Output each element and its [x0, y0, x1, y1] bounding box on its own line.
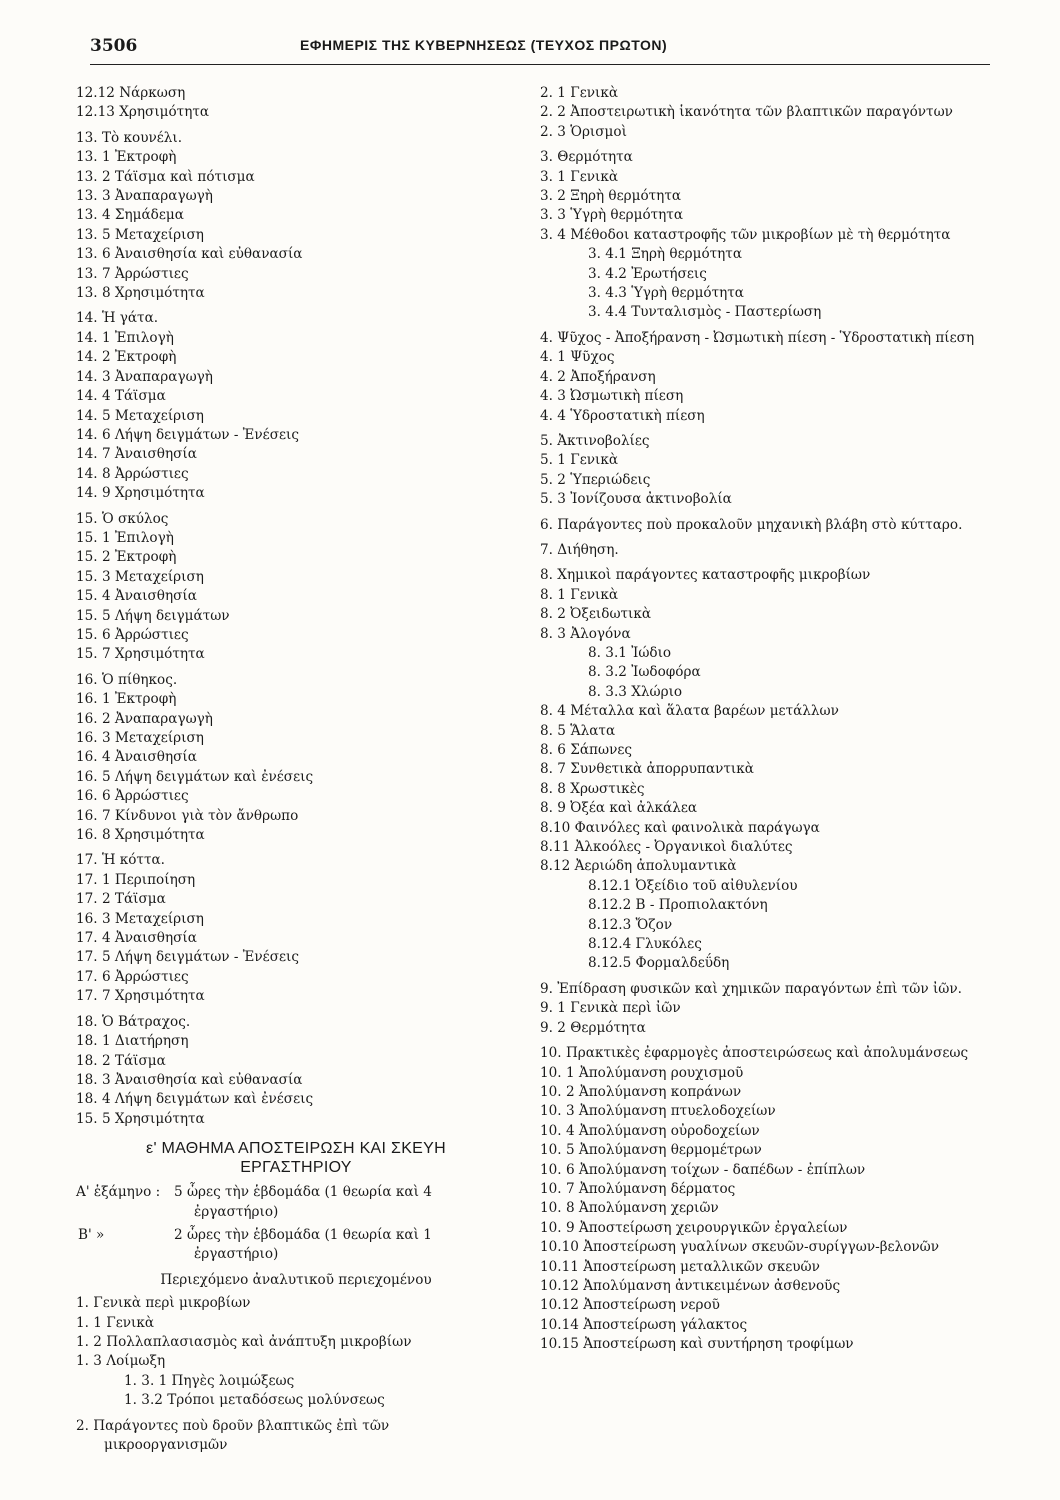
- list-item: 15. 2 Ἐκτροφὴ: [76, 549, 177, 566]
- list-item: 2. 2 Ἀποστειρωτικὴ ἱκανότητα τῶν βλαπτικῶν παραγόντων: [540, 104, 953, 121]
- syllabus-list: [76, 1294, 516, 1372]
- list-item: 16. 1 Ἐκτροφὴ: [76, 691, 177, 708]
- list-item: 9. 2 Θερμότητα: [540, 1019, 646, 1036]
- list-item: 14. 5 Μεταχείριση: [76, 407, 204, 424]
- list-item: 15. 6 Ἀρρώστιες: [76, 626, 189, 643]
- list-item: 18. 3 Ἀναισθησία καὶ εὐθανασία: [76, 1071, 303, 1088]
- list-item: 8.10 Φαινόλες καὶ φαινολικὰ παράγωγα: [540, 819, 820, 836]
- semester-b-hours: 2 ὧρες τὴν ἑβδομάδα (1 θεωρία καὶ 1 ἐργαστήριο): [174, 1226, 432, 1263]
- list-item: 8. 3.3 Χλώριο: [588, 683, 683, 700]
- list-item: 8. 7 Συνθετικὰ ἀπορρυπαντικὰ: [540, 761, 754, 778]
- list-item: 14. Ἡ γάτα.: [76, 310, 159, 327]
- list-item: 5. Ἀκτινοβολίες: [540, 432, 650, 449]
- list-item: 16. Ὁ πίθηκος.: [76, 671, 178, 688]
- syllabus-sublist: [76, 1372, 516, 1411]
- semester-b-label: Β' »: [78, 1226, 105, 1243]
- syllabus-heading: Περιεχόμενο ἀναλυτικοῦ περιεχομένου: [160, 1271, 432, 1288]
- list-item: 17. 7 Χρησιμότητα: [76, 988, 205, 1005]
- list-item: 1. 3.2 Τρόποι μεταδόσεως μολύνσεως: [124, 1392, 385, 1409]
- list-item: 10. 6 Ἀπολύμανση τοίχων - δαπέδων - ἐπίπλων: [540, 1161, 866, 1178]
- semester-a-row: [76, 1183, 516, 1222]
- list-item: 14. 1 Ἐπιλογὴ: [76, 329, 174, 346]
- list-item: 4. 1 Ψῦχος: [540, 349, 615, 366]
- list-item: 8.11 Ἀλκοόλες - Ὀργανικοὶ διαλύτες: [540, 839, 793, 856]
- list-item: 13. 5 Μεταχείριση: [76, 226, 204, 243]
- list-item: 1. Γενικὰ περὶ μικροβίων: [76, 1295, 251, 1312]
- list-item: 12.13 Χρησιμότητα: [76, 104, 210, 121]
- list-item: 17. 5 Λήψη δειγμάτων - Ἐνέσεις: [76, 949, 299, 966]
- list-group: [540, 123, 990, 142]
- list-item: 4. 2 Ἀποξήρανση: [540, 368, 656, 385]
- list-item: 18. Ὁ Βάτραχος.: [76, 1013, 191, 1030]
- list-item: 10.12 Ἀποστείρωση νεροῦ: [540, 1297, 720, 1314]
- list-item: 1. 3. 1 Πηγὲς λοιμώξεως: [124, 1372, 295, 1389]
- list-item: 17. 4 Ἀναισθησία: [76, 930, 197, 947]
- list-item: 8. 8 Χρωστικὲς: [540, 780, 645, 797]
- semester-a-hours: 5 ὧρες τὴν ἑβδομάδα (1 θεωρία καὶ 4 ἐργαστήριο): [174, 1184, 432, 1220]
- list-item: 10.11 Ἀποστείρωση μεταλλικῶν σκευῶν: [540, 1258, 820, 1275]
- list-item: 8. 2 Ὀξειδωτικὰ: [540, 606, 652, 623]
- list-item: 10. 9 Ἀποστείρωση χειρουργικῶν ἐργαλείων: [540, 1219, 848, 1236]
- list-item: 3. 4.3 Ὑγρὴ θερμότητα: [588, 285, 744, 302]
- list-group: [76, 851, 516, 1006]
- list-item: 10.14 Ἀποστείρωση γάλακτος: [540, 1316, 748, 1333]
- list-item: 16. 7 Κίνδυνοι γιὰ τὸν ἄνθρωπο: [76, 807, 299, 824]
- list-item: 10. Πρακτικὲς ἐφαρμογὲς ἀποστειρώσεως καὶ ἀπολυμάνσεως: [540, 1045, 969, 1062]
- list-group: [76, 129, 516, 304]
- list-item: 8. Χημικοὶ παράγοντες καταστροφῆς μικροβίων: [540, 567, 871, 584]
- list-group: [540, 541, 990, 560]
- list-item: 10. 2 Ἀπολύμανση κοπράνων: [540, 1083, 742, 1100]
- list-item: 8.12.5 Φορμαλδεΰδη: [588, 955, 730, 972]
- list-item: 18. 1 Διατήρηση: [76, 1033, 189, 1050]
- list-item: 14. 4 Τάϊσμα: [76, 388, 166, 405]
- list-group: [540, 1044, 990, 1355]
- list-item: 15. 1 Ἐπιλογὴ: [76, 529, 174, 546]
- list-item: 5. 3 Ἰονίζουσα ἀκτινοβολία: [540, 491, 732, 508]
- list-group: [540, 148, 990, 226]
- right-column: [540, 84, 990, 1355]
- list-group: [76, 510, 516, 665]
- semester-b-row: [76, 1226, 516, 1265]
- list-item: 13. 1 Ἐκτροφὴ: [76, 149, 177, 166]
- list-group: [540, 432, 990, 510]
- list-item: 5. 2 Ὑπεριώδεις: [540, 471, 651, 488]
- list-item: 10.10 Ἀποστείρωση γυαλίνων σκευῶν-συρίγγων-βελονῶν: [540, 1239, 940, 1256]
- list-item: 3. 4.2 Ἐρωτήσεις: [588, 265, 707, 282]
- course-title-line: ΕΡΓΑΣΤΗΡΙΟΥ: [240, 1159, 352, 1177]
- list-item: 13. 6 Ἀναισθησία καὶ εὐθανασία: [76, 246, 303, 263]
- list-item: 6. Παράγοντες ποὺ προκαλοῦν μηχανικὴ βλάβη στὸ κύτταρο.: [540, 516, 963, 533]
- list-item: 10. 3 Ἀπολύμανση πτυελοδοχείων: [540, 1103, 776, 1120]
- list-item: 2. 3 Ὁρισμοὶ: [540, 123, 627, 140]
- list-item: 13. 2 Τάϊσμα καὶ πότισμα: [76, 168, 255, 185]
- semester-a-label: Α' ἑξάμηνο :: [76, 1184, 161, 1201]
- list-item: 5. 1 Γενικὰ: [540, 452, 619, 469]
- list-item: 10.15 Ἀποστείρωση καὶ συντήρηση τροφίμων: [540, 1336, 854, 1353]
- list-item: 10. 7 Ἀπολύμανση δέρματος: [540, 1180, 736, 1197]
- list-item: 14. 3 Ἀναπαραγωγὴ: [76, 368, 213, 385]
- list-item: 1. 2 Πολλαπλασιασμὸς καὶ ἀνάπτυξη μικροβίων: [76, 1333, 412, 1350]
- list-item: 13. 4 Σημάδεμα: [76, 207, 184, 224]
- list-sublist: [540, 877, 990, 974]
- list-item: 8. 1 Γενικὰ: [540, 586, 619, 603]
- journal-title: ΕΦΗΜΕΡΙΣ ΤΗΣ ΚΥΒΕΡΝΗΣΕΩΣ (ΤΕΥΧΟΣ ΠΡΩΤΟΝ): [300, 37, 668, 53]
- list-group: [540, 348, 990, 426]
- list-item: 4. 4 Ὑδροστατικὴ πίεση: [540, 407, 705, 424]
- list-item: 7. Διήθηση.: [540, 541, 619, 558]
- list-item: 13. Τὸ κουνέλι.: [76, 129, 183, 146]
- list-item: 4. Ψῦχος - Ἀποξήρανση - Ὠσμωτικὴ πίεση - Ὑδροστατικὴ πίεση: [540, 329, 975, 346]
- list-item: 8. 6 Σάπωνες: [540, 742, 632, 758]
- list-item: 2. 1 Γενικὰ: [540, 85, 619, 101]
- list-item: 10. 5 Ἀπολύμανση θερμομέτρων: [540, 1142, 762, 1159]
- list-item: 17. 2 Τάϊσμα: [76, 891, 166, 908]
- course-title: [76, 1139, 516, 1177]
- list-item: 12.12 Νάρκωση: [76, 85, 186, 101]
- list-group: [540, 702, 990, 877]
- list-item: 16. 4 Ἀναισθησία: [76, 749, 197, 766]
- page-header: [90, 36, 990, 65]
- list-item: 15. 3 Μεταχείριση: [76, 568, 204, 585]
- list-item: 1. 3 Λοίμωξη: [76, 1353, 166, 1370]
- course-title-line: ε' ΜΑΘΗΜΑ ΑΠΟΣΤΕΙΡΩΣΗ ΚΑΙ ΣΚΕΥΗ: [146, 1140, 446, 1158]
- list-item: 8.12.4 Γλυκόλες: [588, 936, 702, 953]
- list-item: 13. 3 Ἀναπαραγωγὴ: [76, 188, 213, 205]
- list-item: 18. 4 Λήψη δειγμάτων καὶ ἐνέσεις: [76, 1091, 314, 1108]
- list-group: [76, 309, 516, 503]
- list-item: 8.12.1 Ὀξείδιο τοῦ αἰθυλενίου: [588, 877, 798, 894]
- list-group: [76, 1013, 516, 1129]
- list-item: 15. 5 Χρησιμότητα: [76, 1110, 205, 1127]
- list-item: 18. 2 Τάϊσμα: [76, 1052, 166, 1069]
- list-item: 8. 4 Μέταλλα καὶ ἅλατα βαρέων μετάλλων: [540, 703, 839, 720]
- list-item: 15. 5 Λήψη δειγμάτων: [76, 607, 230, 624]
- list-item: 10. 4 Ἀπολύμανση οὐροδοχείων: [540, 1122, 760, 1139]
- list-item: 10. 1 Ἀπολύμανση ρουχισμοῦ: [540, 1064, 744, 1081]
- list-item: 14. 6 Λήψη δειγμάτων - Ἐνέσεις: [76, 426, 299, 443]
- list-group: [540, 566, 990, 644]
- list-item: 13. 7 Ἀρρώστιες: [76, 265, 189, 282]
- list-item: 9. Ἐπίδραση φυσικῶν καὶ χημικῶν παραγόντων ἐπὶ τῶν ἰῶν.: [540, 980, 962, 997]
- list-item: 3. 2 Ξηρὴ θερμότητα: [540, 188, 682, 205]
- list-item: 16. 3 Μεταχείριση: [76, 730, 204, 746]
- list-item: 16. 2 Ἀναπαραγωγὴ: [76, 710, 213, 727]
- list-group: [540, 84, 990, 103]
- list-item: 3. 4 Μέθοδοι καταστροφῆς τῶν μικροβίων μὲ τὴ θερμότητα: [540, 226, 951, 243]
- list-item: 3. 3 Ὑγρὴ θερμότητα: [540, 207, 684, 224]
- list-group: [76, 671, 516, 846]
- left-column: [76, 84, 516, 1455]
- list-item: 8. 3.2 Ἰωδοφόρα: [588, 664, 701, 681]
- list-item: 16. 8 Χρησιμότητα: [76, 827, 205, 844]
- list-item: 8. 3.1 Ἰώδιο: [588, 644, 672, 661]
- list-item: 3. 1 Γενικὰ: [540, 168, 619, 185]
- list-item: 10.12 Ἀπολύμανση ἀντικειμένων ἀσθενοῦς: [540, 1277, 841, 1294]
- list-sublist: [540, 245, 990, 323]
- list-item: 17. Ἡ κόττα.: [76, 852, 165, 869]
- list-item: 3. 4.1 Ξηρὴ θερμότητα: [588, 246, 742, 263]
- list-item: 14. 7 Ἀναισθησία: [76, 446, 197, 463]
- list-item: 15. 7 Χρησιμότητα: [76, 646, 205, 663]
- page-number: 3506: [90, 36, 138, 56]
- list-item: 16. 3 Μεταχείριση: [76, 910, 204, 927]
- list-item: 15. Ὁ σκύλος: [76, 510, 169, 527]
- list-item: 1. 1 Γενικὰ: [76, 1314, 155, 1331]
- list-item: 13. 8 Χρησιμότητα: [76, 285, 205, 302]
- list-item: 16. 5 Λήψη δειγμάτων καὶ ἐνέσεις: [76, 768, 314, 785]
- list-item: 15. 4 Ἀναισθησία: [76, 588, 197, 605]
- list-item: 14. 9 Χρησιμότητα: [76, 485, 205, 502]
- list-sublist: [540, 644, 990, 702]
- list-item: 10. 8 Ἀπολύμανση χεριῶν: [540, 1200, 719, 1217]
- list-group: [540, 999, 990, 1038]
- list-item: 8.12.3 Ὄζον: [588, 916, 673, 933]
- list-item: 8.12.2 Β - Προπιολακτόνη: [588, 897, 768, 914]
- list-item: 2. Παράγοντες ποὺ δροῦν βλαπτικῶς ἐπὶ τῶν μικροοργανισμῶν: [76, 1417, 390, 1453]
- list-item: 8.12 Ἀεριώδη ἀπολυμαντικὰ: [540, 858, 737, 875]
- list-group: [76, 84, 516, 123]
- list-item: 8. 9 Ὀξέα καὶ ἀλκάλεα: [540, 800, 698, 817]
- list-item: 17. 6 Ἀρρώστιες: [76, 968, 189, 985]
- list-item: 8. 5 Ἅλατα: [540, 722, 616, 739]
- list-item: 4. 3 Ὠσμωτικὴ πίεση: [540, 388, 684, 405]
- list-item: 16. 6 Ἀρρώστιες: [76, 788, 189, 805]
- list-item: 9. 1 Γενικὰ περὶ ἰῶν: [540, 1000, 681, 1017]
- list-item: 17. 1 Περιποίηση: [76, 871, 196, 888]
- list-item: 3. Θερμότητα: [540, 149, 633, 166]
- list-item: 8. 3 Ἀλογόνα: [540, 625, 631, 642]
- list-item: 3. 4.4 Τυνταλισμὸς - Παστερίωση: [588, 304, 822, 321]
- list-item: 14. 2 Ἐκτροφὴ: [76, 349, 177, 366]
- list-item: 14. 8 Ἀρρώστιες: [76, 465, 189, 482]
